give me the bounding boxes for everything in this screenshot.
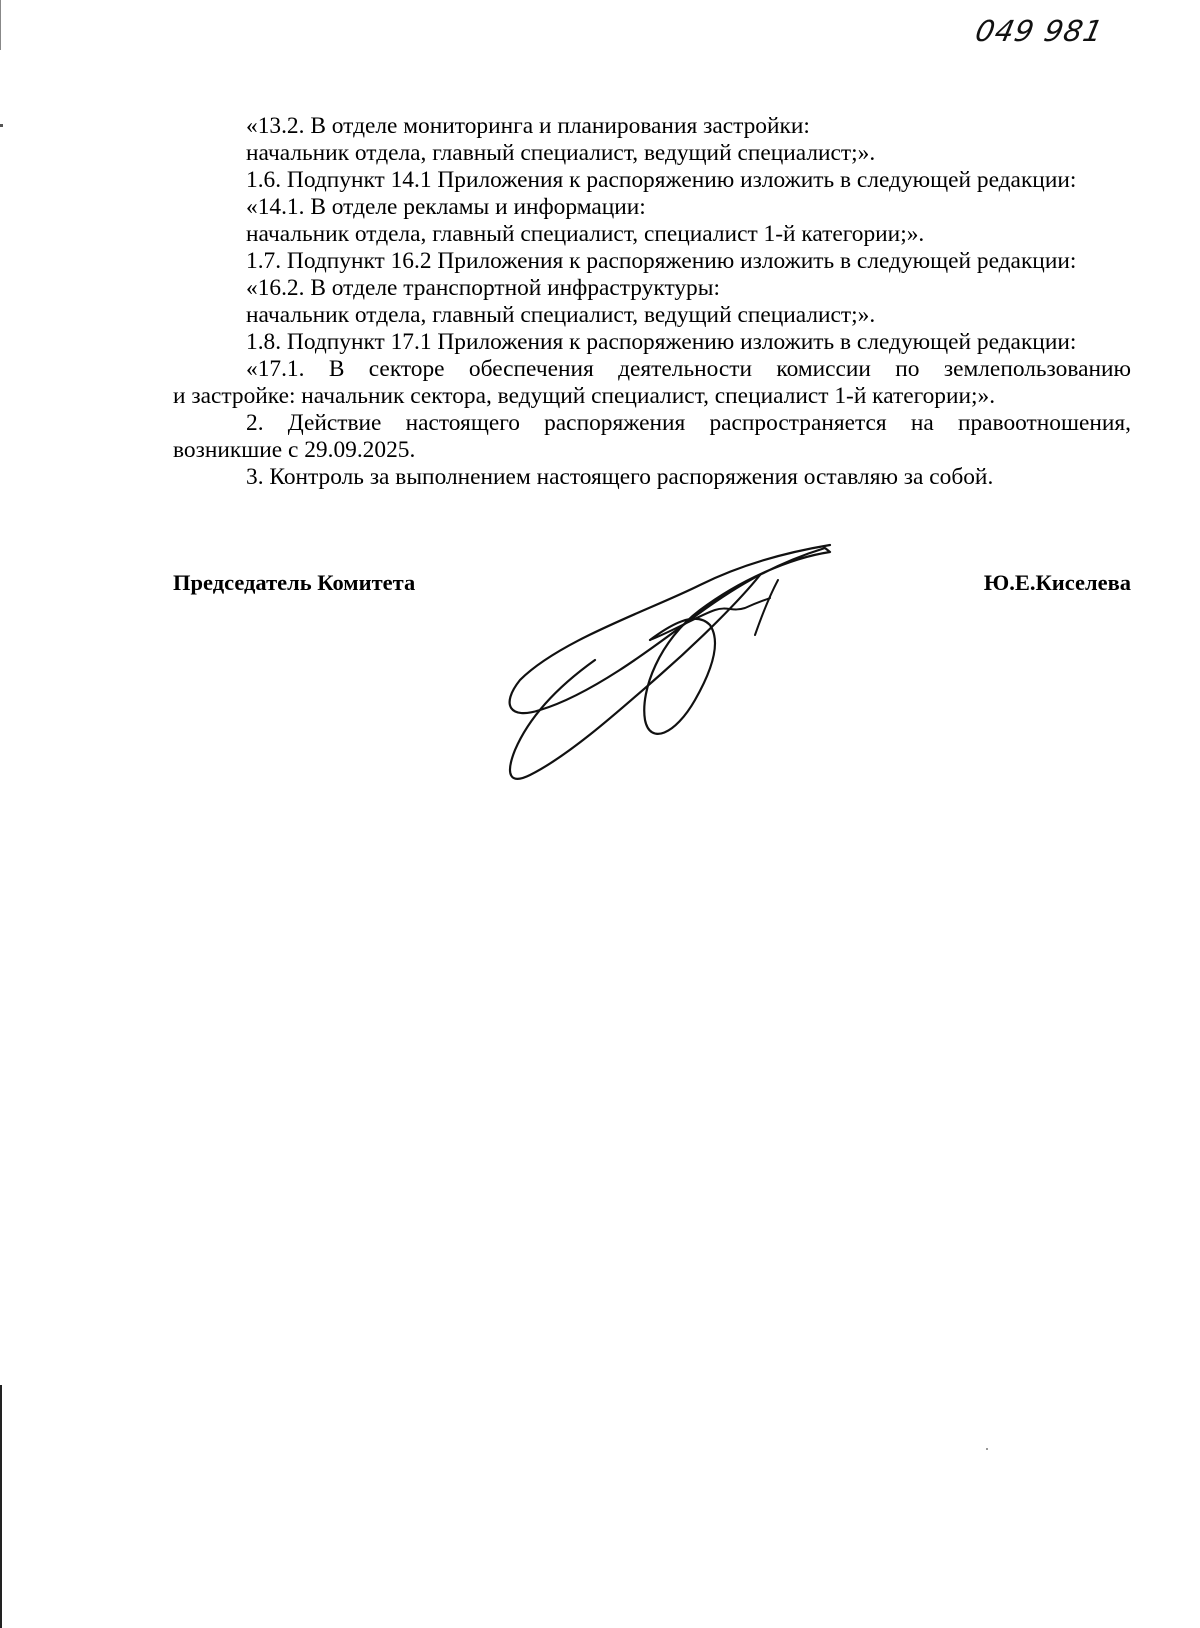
body-line: «14.1. В отделе рекламы и информации: bbox=[246, 194, 646, 220]
body-line: и застройке: начальник сектора, ведущий специалист, специалист 1-й категории;». bbox=[173, 383, 996, 409]
body-line: «16.2. В отделе транспортной инфраструктуры: bbox=[246, 275, 720, 301]
body-line: начальник отдела, главный специалист, специалист 1-й категории;». bbox=[246, 221, 925, 247]
body-line: начальник отдела, главный специалист, ведущий специалист;». bbox=[246, 302, 876, 328]
signer-name: Ю.Е.Киселева bbox=[983, 570, 1131, 595]
document-body bbox=[173, 113, 1131, 491]
body-line: 1.6. Подпункт 14.1 Приложения к распоряжению изложить в следующей редакции: bbox=[246, 167, 1077, 193]
handwritten-signature bbox=[500, 540, 860, 800]
scan-dot bbox=[986, 1448, 988, 1450]
body-line: начальник отдела, главный специалист, ведущий специалист;». bbox=[246, 140, 876, 166]
body-line: 1.7. Подпункт 16.2 Приложения к распоряжению изложить в следующей редакции: bbox=[246, 248, 1077, 274]
body-line: 3. Контроль за выполнением настоящего распоряжения оставляю за собой. bbox=[246, 464, 994, 490]
body-line: «13.2. В отделе мониторинга и планирования застройки: bbox=[246, 113, 810, 139]
body-line: 1.8. Подпункт 17.1 Приложения к распоряжению изложить в следующей редакции: bbox=[246, 329, 1077, 355]
handwritten-registration-number: 049 981 bbox=[972, 14, 1107, 48]
body-line: «17.1. В секторе обеспечения деятельности комиссии по землепользованию bbox=[246, 356, 1131, 382]
scan-edge-mark bbox=[0, 0, 1, 50]
body-line: возникшие с 29.09.2025. bbox=[173, 437, 416, 463]
scan-edge-mark bbox=[0, 1385, 2, 1628]
signer-position: Председатель Комитета bbox=[173, 570, 416, 595]
scan-dot bbox=[0, 124, 3, 127]
body-line: 2. Действие настоящего распоряжения распространяется на правоотношения, bbox=[246, 410, 1131, 436]
